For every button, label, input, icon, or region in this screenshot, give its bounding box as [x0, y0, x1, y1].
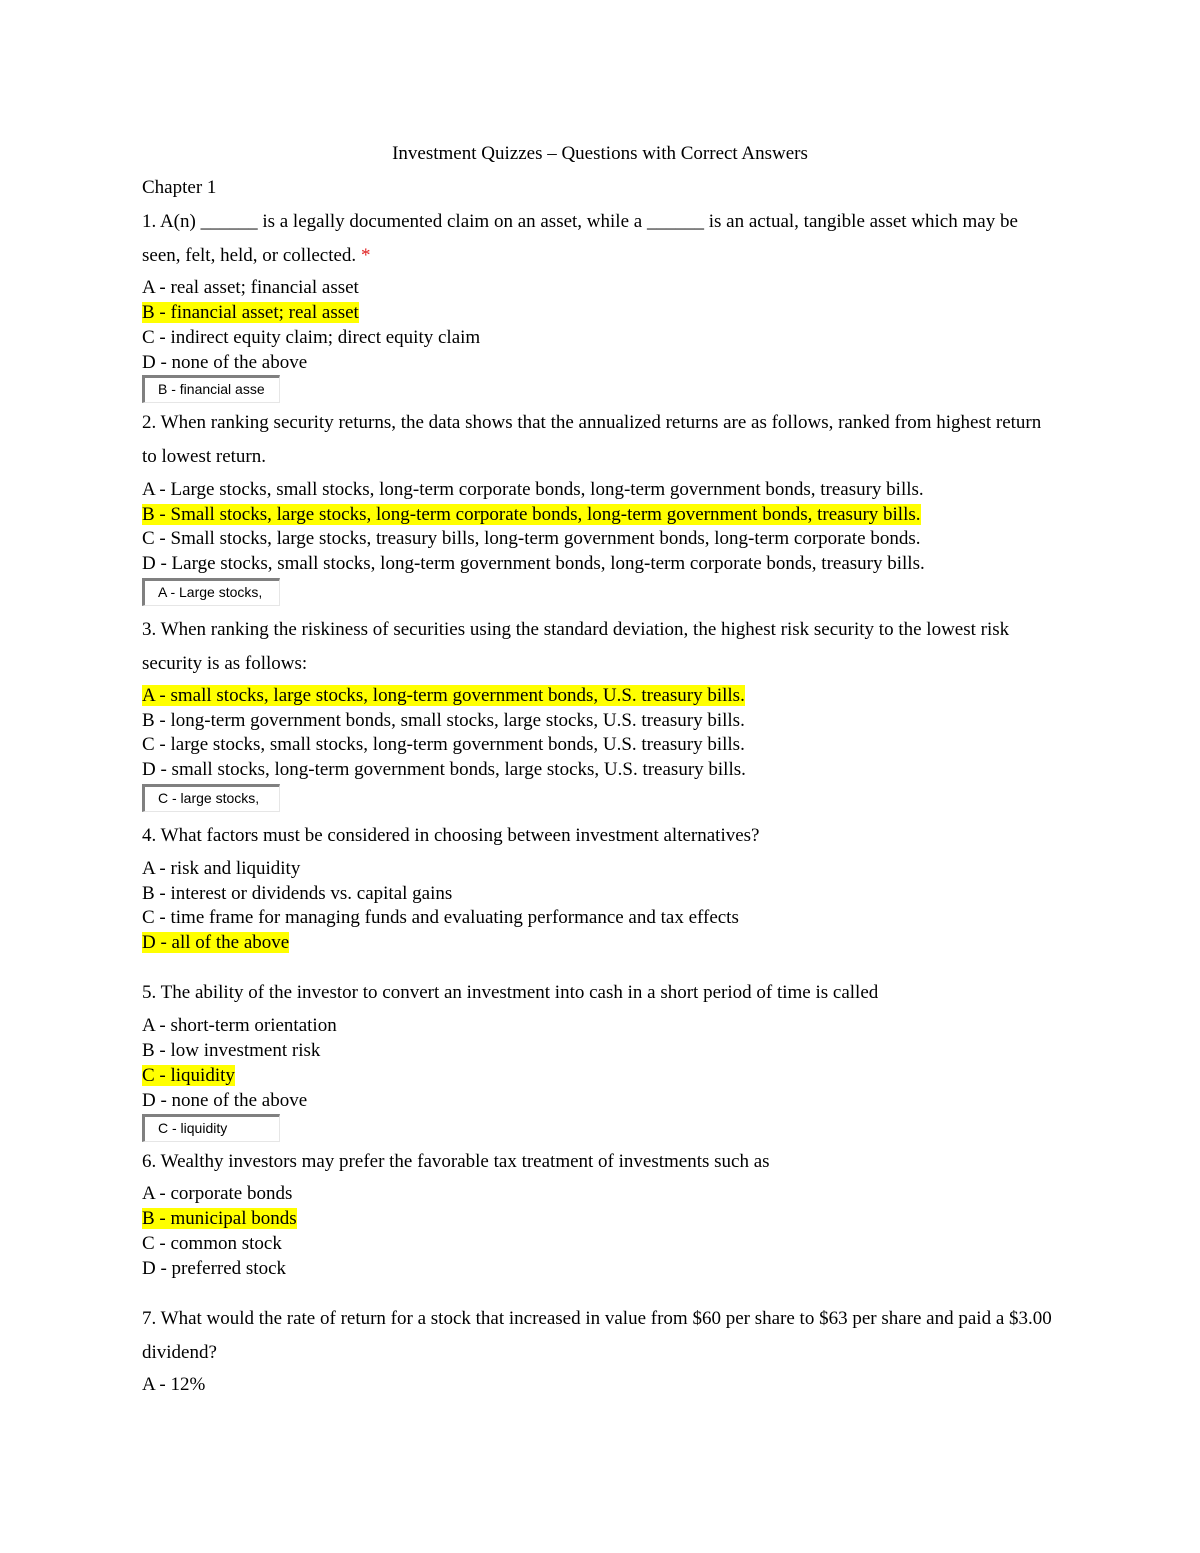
q2-option-a-text: A - Large stocks, small stocks, long-term corporate bonds, long-term government bonds, treasury bills.: [142, 479, 924, 500]
q5-answer-field[interactable]: C - liquidity: [142, 1114, 280, 1142]
q2-option-b: [142, 503, 921, 528]
q3-option-b-text: B - long-term government bonds, small stocks, large stocks, U.S. treasury bills.: [142, 710, 745, 731]
q2-option-d-text: D - Large stocks, small stocks, long-term government bonds, long-term corporate bonds, treasury bills.: [142, 553, 925, 574]
question-3-text: 3. When ranking the riskiness of securities using the standard deviation, the highest risk security to the lowest risk security is as follows:: [142, 619, 1010, 674]
question-1: [142, 205, 1052, 272]
q4-option-d-text: D - all of the above: [142, 932, 290, 953]
q5-option-c: [142, 1064, 235, 1089]
required-mark: *: [360, 244, 371, 266]
q3-option-b: [142, 709, 745, 734]
q3-option-a: [142, 684, 745, 709]
q3-option-a-text: A - small stocks, large stocks, long-term government bonds, U.S. treasury bills.: [142, 685, 745, 706]
q2-option-c-text: C - Small stocks, large stocks, treasury bills, long-term government bonds, long-term corporate bonds.: [142, 528, 921, 549]
q4-option-c-text: C - time frame for managing funds and evaluating performance and tax effects: [142, 907, 739, 928]
q6-option-b: [142, 1207, 297, 1232]
q6-option-d: [142, 1257, 286, 1282]
q6-option-a-text: A - corporate bonds: [142, 1183, 293, 1204]
q4-option-a: [142, 857, 300, 882]
q5-option-a-text: A - short-term orientation: [142, 1015, 337, 1036]
q1-option-c: [142, 326, 480, 351]
q3-option-d: [142, 758, 746, 783]
q4-option-d: [142, 931, 289, 956]
q5-option-d: [142, 1089, 307, 1114]
question-4-text: 4. What factors must be considered in choosing between investment alternatives?: [142, 825, 760, 846]
q3-option-c-text: C - large stocks, small stocks, long-term government bonds, U.S. treasury bills.: [142, 734, 745, 755]
question-6-text: 6. Wealthy investors may prefer the favorable tax treatment of investments such as: [142, 1151, 770, 1172]
q1-option-a-text: A - real asset; financial asset: [142, 277, 359, 298]
q5-option-a: [142, 1014, 337, 1039]
q6-option-b-text: B - municipal bonds: [142, 1208, 297, 1229]
q1-option-d-text: D - none of the above: [142, 352, 308, 373]
q4-option-a-text: A - risk and liquidity: [142, 858, 301, 879]
q5-option-b: [142, 1039, 320, 1064]
q5-option-d-text: D - none of the above: [142, 1090, 308, 1111]
q5-option-b-text: B - low investment risk: [142, 1040, 321, 1061]
question-2: [142, 406, 1052, 473]
q6-option-a: [142, 1182, 292, 1207]
q2-option-d: [142, 552, 925, 577]
question-3: [142, 613, 1052, 680]
q1-option-a: [142, 276, 359, 301]
q7-option-a: [142, 1373, 205, 1398]
q1-option-b-text: B - financial asset; real asset: [142, 302, 359, 323]
q4-option-b: [142, 882, 452, 907]
question-5: [142, 976, 1052, 1010]
question-2-text: 2. When ranking security returns, the data shows that the annualized returns are as follows, ranked from highest return to lowest return.: [142, 412, 1042, 467]
question-4: [142, 819, 1052, 853]
q6-option-c: [142, 1232, 282, 1257]
q2-option-a: [142, 478, 924, 503]
question-6: [142, 1145, 1052, 1179]
document-title: Investment Quizzes – Questions with Correct Answers: [392, 143, 808, 164]
q6-option-d-text: D - preferred stock: [142, 1258, 287, 1279]
q1-option-d: [142, 351, 307, 376]
q1-answer-field[interactable]: B - financial asse: [142, 375, 280, 403]
q5-option-c-text: C - liquidity: [142, 1065, 235, 1086]
q3-option-d-text: D - small stocks, long-term government bonds, large stocks, U.S. treasury bills.: [142, 759, 746, 780]
question-7-text: 7. What would the rate of return for a stock that increased in value from $60 per share to $63 per share and paid a $3.00 dividend?: [142, 1308, 1052, 1363]
q2-option-c: [142, 527, 921, 552]
q4-option-b-text: B - interest or dividends vs. capital gains: [142, 883, 453, 904]
q1-option-b: [142, 301, 359, 326]
question-5-text: 5. The ability of the investor to convert an investment into cash in a short period of time is called: [142, 982, 879, 1003]
q7-option-a-text: A - 12%: [142, 1374, 206, 1395]
q1-option-c-text: C - indirect equity claim; direct equity claim: [142, 327, 481, 348]
q3-option-c: [142, 733, 745, 758]
q2-option-b-text: B - Small stocks, large stocks, long-term corporate bonds, long-term government bonds, treasury bills.: [142, 504, 921, 525]
q4-option-c: [142, 906, 739, 931]
question-1-text: 1. A(n) ______ is a legally documented claim on an asset, while a ______ is an actual, tangible asset which may be seen, felt, held, or collected.: [142, 211, 1018, 266]
question-7: [142, 1302, 1052, 1369]
chapter-heading: Chapter 1: [142, 177, 217, 198]
q3-answer-field[interactable]: C - large stocks,: [142, 784, 280, 812]
q6-option-c-text: C - common stock: [142, 1233, 282, 1254]
q2-answer-field[interactable]: A - Large stocks,: [142, 578, 280, 606]
